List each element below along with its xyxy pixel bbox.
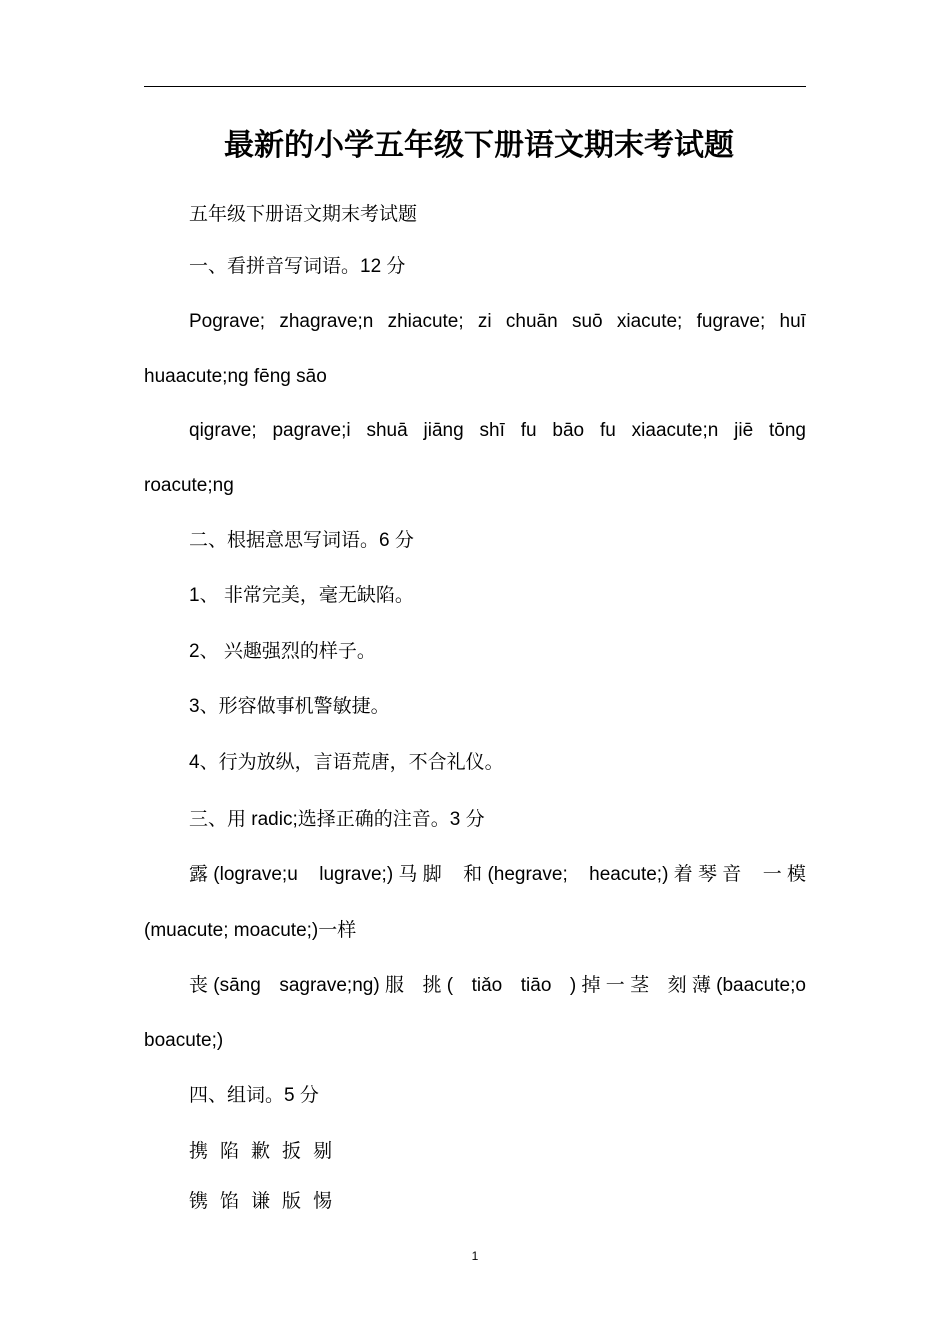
section-3-heading: 三、用 radic;选择正确的注音。3 分 [189,809,485,830]
section-3-line-2 [144,971,806,1001]
pronunciation-choice: 一 模 [762,864,806,885]
section-1-pinyin-line-1-cont: huaacute;ng fēng sāo [144,366,327,387]
pinyin-word: bāo [552,420,585,441]
pinyin-word: pagrave;i [272,420,351,441]
pinyin-word: qigrave; [189,420,257,441]
page-number: 1 [471,1249,479,1263]
character: 歉 [251,1141,271,1162]
pinyin-word: Pograve; [189,311,266,332]
pronunciation-choice: 刻 薄 (baacute;o [667,975,806,996]
character: 馅 [220,1191,240,1212]
pronunciation-choice: lugrave;) 马 脚 [319,864,442,885]
document-title: 最新的小学五年级下册语文期末考试题 [224,128,734,163]
section-2-heading: 二、根据意思写词语。6 分 [189,530,414,551]
subtitle: 五年级下册语文期末考试题 [189,204,418,225]
section-4-row-1 [189,1137,344,1167]
section-1-pinyin-line-1 [144,307,806,337]
section-2-item: 3、形容做事机警敏捷。 [189,696,390,717]
pinyin-word: chuān [505,311,558,332]
pronunciation-choice: 挑 ( [422,975,454,996]
header-rule [144,86,806,87]
pinyin-word: fugrave; [696,311,766,332]
pronunciation-choice: sagrave;ng) 服 [279,975,404,996]
pronunciation-choice: heacute;) 着 琴 音 [589,864,742,885]
pronunciation-choice: ) 掉 一 茎 [569,975,650,996]
pinyin-word: jiāng [423,420,464,441]
character: 版 [282,1191,302,1212]
pinyin-word: shuā [366,420,408,441]
character: 惕 [313,1191,333,1212]
pinyin-word: xiacute; [616,311,683,332]
pinyin-word: fu [520,420,537,441]
section-4-row-2 [189,1187,344,1217]
character: 陷 [220,1141,240,1162]
character: 镌 [189,1191,209,1212]
character: 剔 [313,1141,333,1162]
pinyin-word: shī [479,420,505,441]
section-3-line-1-cont: (muacute; moacute;)一样 [144,920,357,941]
section-3-line-2-cont: boacute;) [144,1030,224,1051]
section-1-pinyin-line-2-cont: roacute;ng [144,475,234,496]
pronunciation-choice: 露 (lograve;u [189,864,298,885]
section-2-item: 2、 兴趣强烈的样子。 [189,641,376,662]
pinyin-word: zhiacute; [387,311,464,332]
pronunciation-choice: 丧 (sāng [189,975,261,996]
section-3-line-1 [144,860,806,890]
pinyin-word: xiaacute;n [631,420,719,441]
section-2-item: 4、行为放纵，言语荒唐，不合礼仪。 [189,752,504,773]
pronunciation-choice: tiāo [520,975,552,996]
pinyin-word: suō [571,311,603,332]
section-2-item: 1、 非常完美，毫无缺陷。 [189,585,414,606]
character: 谦 [251,1191,271,1212]
character: 扳 [282,1141,302,1162]
pinyin-word: zhagrave;n [279,311,374,332]
pronunciation-choice: tiǎo [471,975,503,996]
section-4-heading: 四、组词。5 分 [189,1085,319,1106]
pinyin-word: tōng [769,420,806,441]
pinyin-word: fu [599,420,616,441]
pronunciation-choice: 和 (hegrave; [463,864,568,885]
pinyin-word: jiē [734,420,754,441]
character: 携 [189,1141,209,1162]
pinyin-word: zi [477,311,492,332]
pinyin-word: huī [779,311,806,332]
section-1-pinyin-line-2 [144,416,806,446]
section-1-heading: 一、看拼音写词语。12 分 [189,256,406,277]
